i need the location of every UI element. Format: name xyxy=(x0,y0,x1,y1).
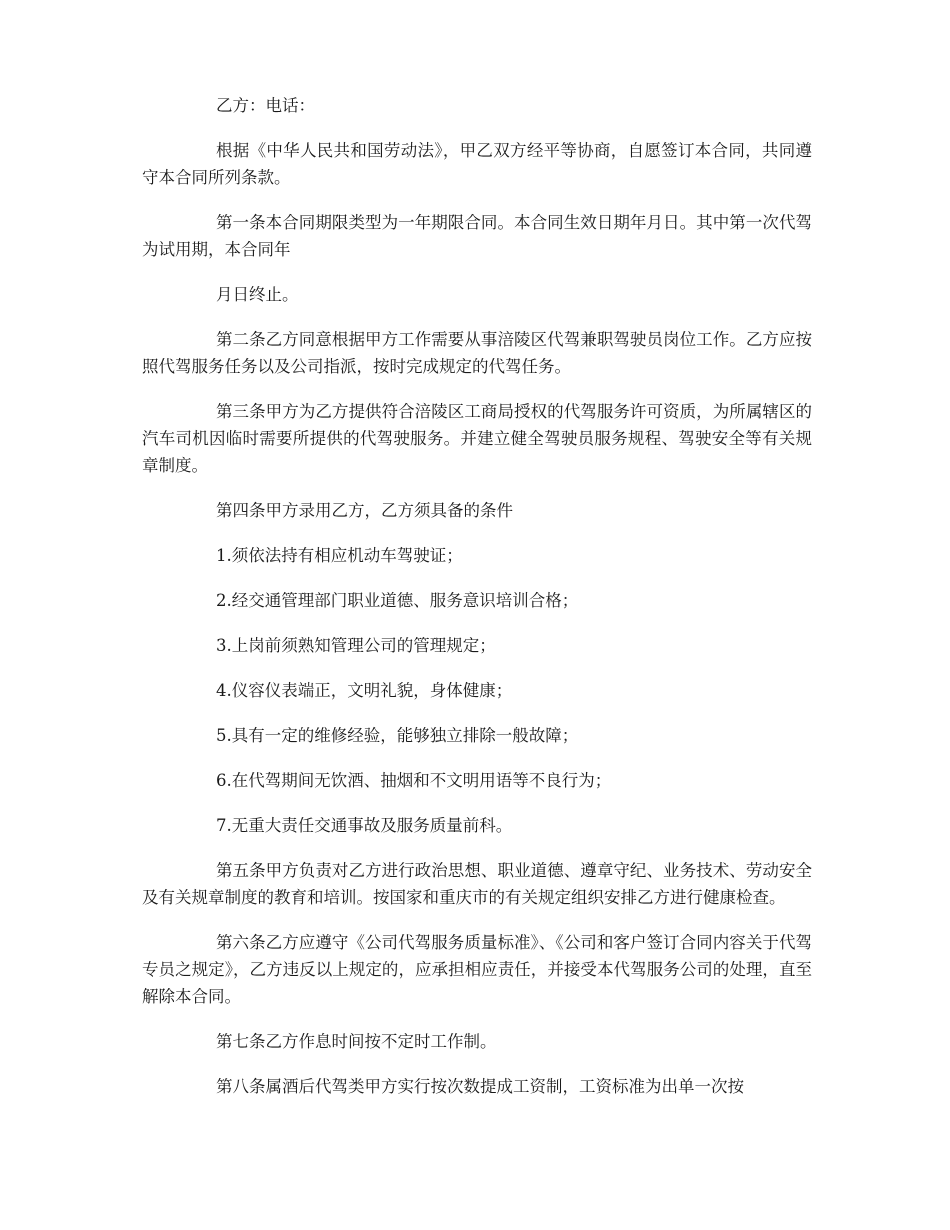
condition-item-6: 6.在代驾期间无饮酒、抽烟和不文明用语等不良行为； xyxy=(216,771,612,790)
condition-item-5: 5.具有一定的维修经验，能够独立排除一般故障； xyxy=(216,726,579,745)
article-6-paragraph: 第六条乙方应遵守《公司代驾服务质量标准》、《公司和客户签订合同内容关于代驾专员之规定》，乙方违反以上规定的，应承担相应责任，并接受本代驾服务公司的处理，直至解除本合同。 xyxy=(142,933,812,1006)
article-5-paragraph: 第五条甲方负责对乙方进行政治思想、职业道德、遵章守纪、业务技术、劳动安全及有关规章制度的教育和培训。按国家和重庆市的有关规定组织安排乙方进行健康检查。 xyxy=(142,861,812,907)
condition-item-7: 7.无重大责任交通事故及服务质量前科。 xyxy=(216,816,513,835)
article-1-paragraph: 第一条本合同期限类型为一年期限合同。本合同生效日期年月日。其中第一次代驾为试用期，本合同年 xyxy=(142,213,812,259)
article-2-paragraph: 第二条乙方同意根据甲方工作需要从事涪陵区代驾兼职驾驶员岗位工作。乙方应按照代驾服务任务以及公司指派，按时完成规定的代驾任务。 xyxy=(142,330,812,376)
condition-item-1: 1.须依法持有相应机动车驾驶证； xyxy=(216,546,463,565)
contract-body xyxy=(142,92,812,1118)
preamble-paragraph: 根据《中华人民共和国劳动法》，甲乙双方经平等协商，自愿签订本合同，共同遵守本合同所列条款。 xyxy=(142,141,812,187)
article-7-paragraph: 第七条乙方作息时间按不定时工作制。 xyxy=(216,1032,497,1051)
article-8-paragraph: 第八条属酒后代驾类甲方实行按次数提成工资制，工资标准为出单一次按 xyxy=(216,1077,744,1096)
article-1-continuation: 月日终止。 xyxy=(216,285,299,304)
party-b-phone-line: 乙方：电话： xyxy=(216,96,315,115)
article-3-paragraph: 第三条甲方为乙方提供符合涪陵区工商局授权的代驾服务许可资质，为所属辖区的汽车司机因临时需要所提供的代驾驶服务。并建立健全驾驶员服务规程、驾驶安全等有关规章制度。 xyxy=(142,402,812,475)
article-4-paragraph: 第四条甲方录用乙方，乙方须具备的条件 xyxy=(216,501,513,520)
condition-item-3: 3.上岗前须熟知管理公司的管理规定； xyxy=(216,636,496,655)
condition-item-2: 2.经交通管理部门职业道德、服务意识培训合格； xyxy=(216,591,579,610)
condition-item-4: 4.仪容仪表端正，文明礼貌，身体健康； xyxy=(216,681,513,700)
